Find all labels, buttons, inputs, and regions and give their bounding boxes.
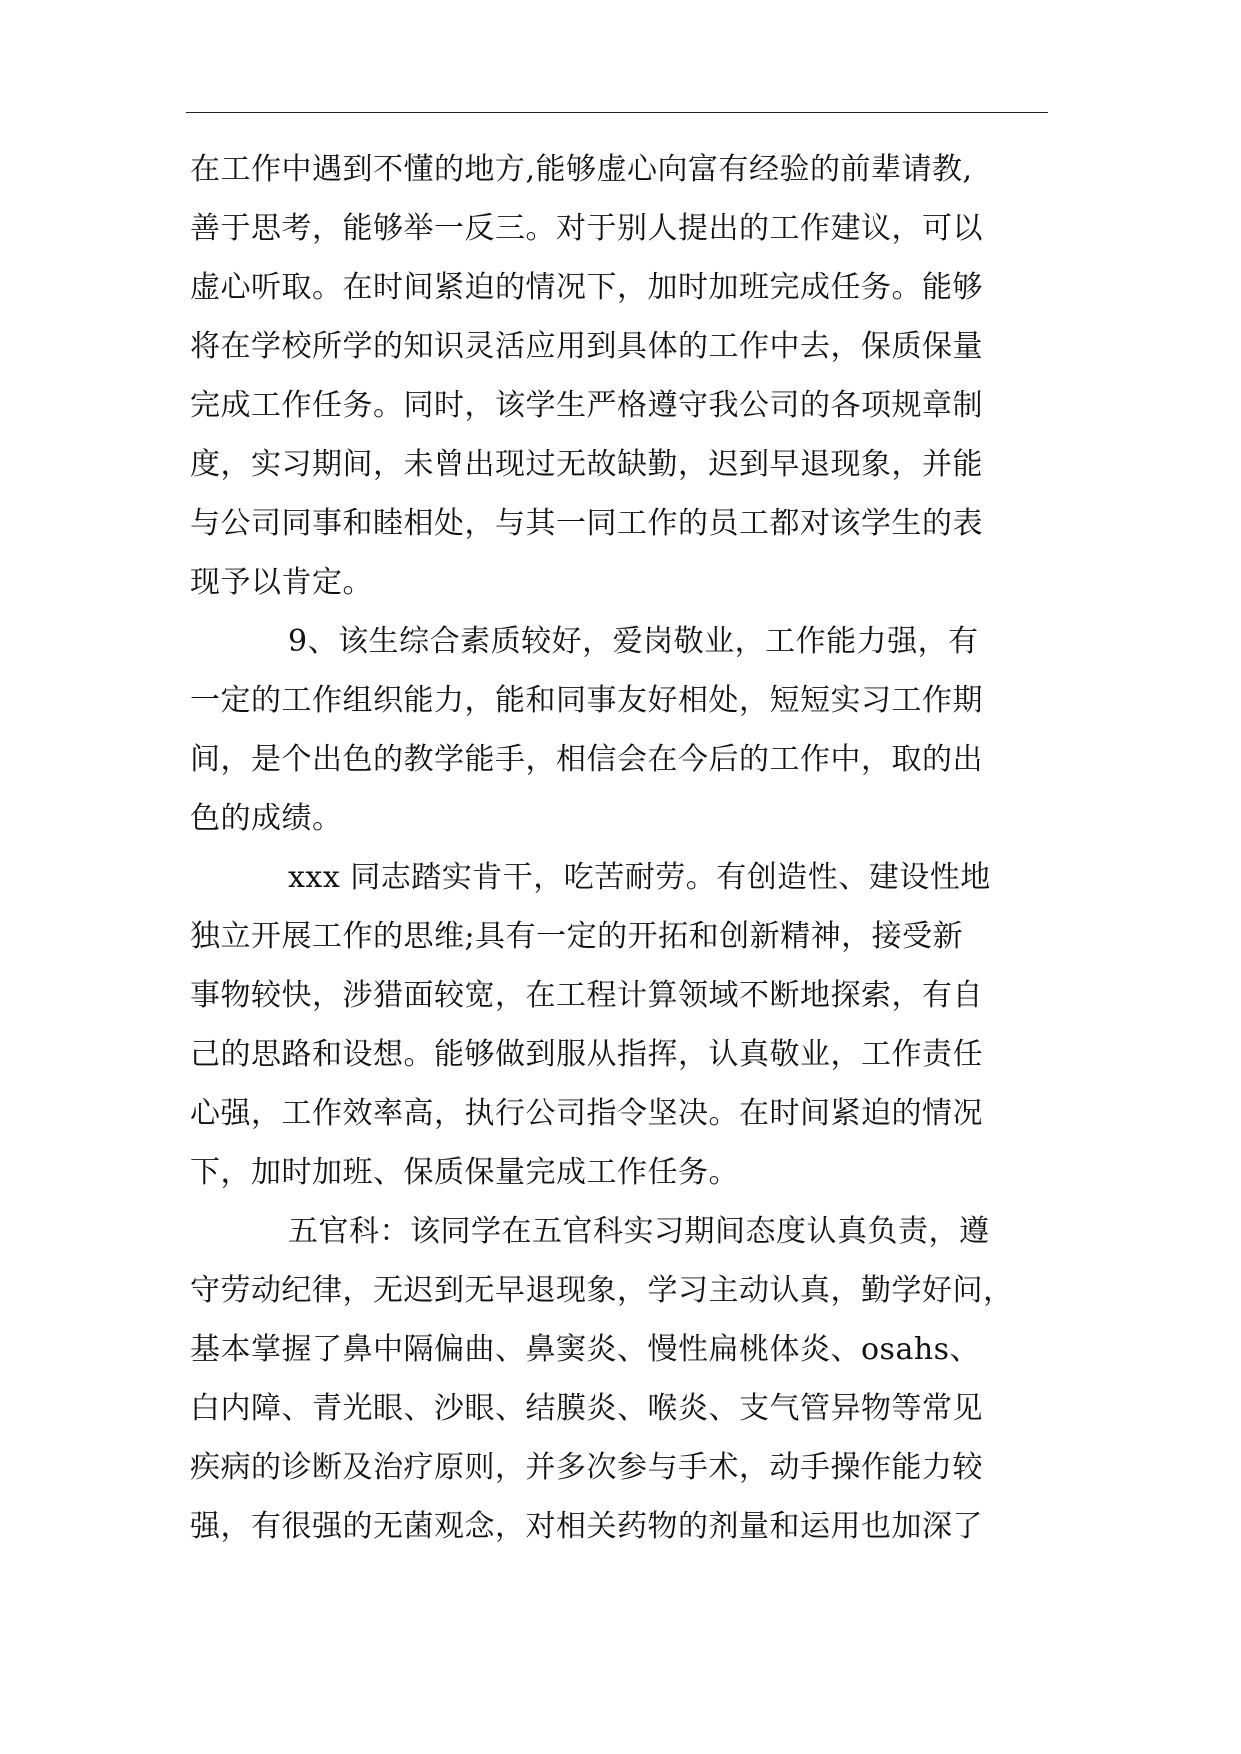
text-line-15: 事物较快，涉猎面较宽，在工程计算领域不断地探索，有自: [190, 978, 983, 1013]
text-line-5: 完成工作任务。同时，该学生严格遵守我公司的各项规章制: [190, 388, 983, 423]
text-line-7: 与公司同事和睦相处，与其一同工作的员工都对该学生的表: [190, 506, 983, 541]
text-line-6: 度，实习期间，未曾出现过无故缺勤，迟到早退现象，并能: [190, 447, 983, 482]
text-line-4: 将在学校所学的知识灵活应用到具体的工作中去，保质保量: [190, 329, 983, 364]
text-line-22: 白内障、青光眼、沙眼、结膜炎、喉炎、支气管异物等常见: [190, 1391, 983, 1426]
paragraph-start-line: 五官科：该同学在五官科实习期间态度认真负责，遵: [288, 1214, 990, 1249]
text-line-3: 虚心听取。在时间紧迫的情况下，加时加班完成任务。能够: [190, 270, 983, 305]
header-rule: [186, 112, 1048, 113]
paragraph-start-line: xxx 同志踏实肯干，吃苦耐劳。有创造性、建设性地: [288, 860, 991, 895]
text-line-16: 己的思路和设想。能够做到服从指挥，认真敬业，工作责任: [190, 1037, 983, 1072]
text-line-18: 下，加时加班、保质保量完成工作任务。: [190, 1155, 739, 1190]
text-line-20: 守劳动纪律，无迟到无早退现象，学习主动认真，勤学好问，: [190, 1273, 1014, 1308]
text-line-11: 间，是个出色的教学能手，相信会在今后的工作中，取的出: [190, 742, 983, 777]
text-line-23: 疾病的诊断及治疗原则，并多次参与手术，动手操作能力较: [190, 1450, 983, 1485]
text-line-2: 善于思考，能够举一反三。对于别人提出的工作建议，可以: [190, 211, 983, 246]
text-line-12: 色的成绩。: [190, 801, 343, 836]
text-line-1: 在工作中遇到不懂的地方,能够虚心向富有经验的前辈请教,: [190, 152, 973, 187]
text-line-8: 现予以肯定。: [190, 565, 373, 600]
paragraph-start-line: 9、该生综合素质较好，爱岗敬业，工作能力强，有: [288, 624, 979, 659]
text-line-21: 基本掌握了鼻中隔偏曲、鼻窦炎、慢性扁桃体炎、osahs、: [190, 1332, 981, 1367]
text-line-10: 一定的工作组织能力，能和同事友好相处，短短实习工作期: [190, 683, 983, 718]
text-line-17: 心强，工作效率高，执行公司指令坚决。在时间紧迫的情况: [190, 1096, 983, 1131]
text-line-24: 强，有很强的无菌观念，对相关药物的剂量和运用也加深了: [190, 1509, 983, 1544]
text-line-14: 独立开展工作的思维;具有一定的开拓和创新精神，接受新: [190, 919, 964, 954]
